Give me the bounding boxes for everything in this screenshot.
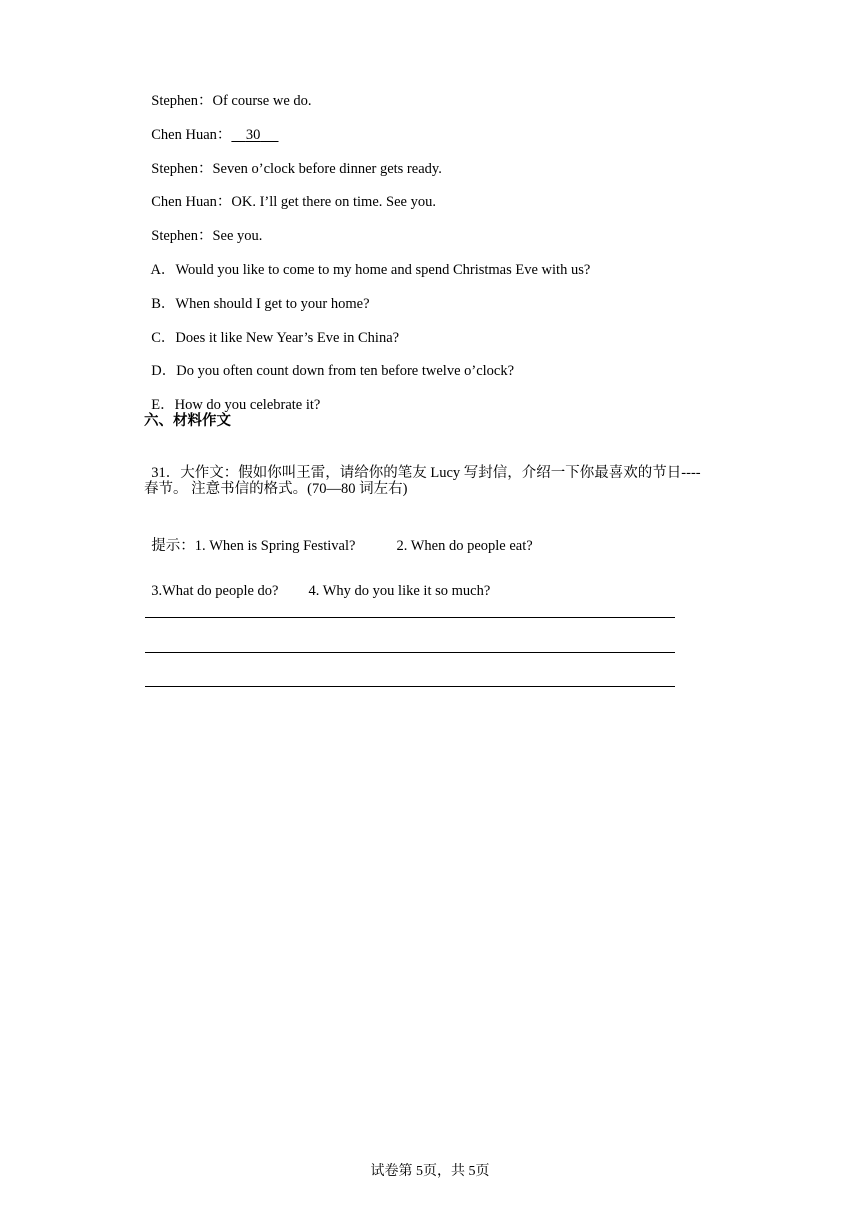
option-a	[144, 243, 590, 279]
colon: ：	[197, 228, 213, 244]
dialogue-line	[144, 142, 442, 178]
dialogue-text: Of course we do.	[212, 93, 312, 109]
option-text: When should I get to your home?	[175, 296, 370, 312]
speaker-name: Stephen	[151, 93, 198, 109]
option-letter: C．	[151, 330, 176, 346]
dialogue-line	[144, 74, 312, 110]
speaker-name: Chen Huan	[151, 194, 217, 210]
hints-row-2	[144, 564, 490, 600]
speaker-name: Chen Huan	[151, 127, 217, 143]
colon: ：	[197, 161, 213, 177]
answer-writing-line[interactable]	[145, 617, 675, 618]
section-title: 六、材料作文	[144, 413, 231, 429]
hint-1: 1. When is Spring Festival?	[194, 538, 356, 554]
option-letter: B．	[151, 296, 176, 312]
question-number: 31．	[151, 465, 181, 481]
colon: ：	[216, 194, 232, 210]
hints-row-1	[144, 519, 533, 555]
option-b	[144, 277, 370, 313]
option-text: How do you celebrate it?	[174, 397, 321, 413]
blank-number: 30	[245, 127, 261, 143]
option-text: Do you often count down from ten before twelve o’clock?	[176, 363, 515, 379]
dialogue-text: OK. I’ll get there on time. See you.	[231, 194, 436, 210]
answer-writing-line[interactable]	[145, 686, 675, 687]
option-letter: E．	[151, 397, 175, 413]
option-e	[144, 378, 320, 414]
dialogue-line	[144, 209, 262, 245]
page-footer: 试卷第 5页，共 5页	[370, 1164, 490, 1179]
colon: ：	[197, 93, 213, 109]
question-prompt-line-2: 春节。 注意书信的格式。(70—80 词左右)	[144, 481, 408, 497]
answer-writing-line[interactable]	[145, 652, 675, 653]
option-letter: D．	[151, 363, 177, 379]
dialogue-text: See you.	[212, 228, 263, 244]
option-d	[144, 344, 514, 380]
dialogue-text: Seven o’clock before dinner gets ready.	[212, 161, 442, 177]
option-text: Does it like New Year’s Eve in China?	[175, 330, 400, 346]
speaker-name: Stephen	[151, 228, 198, 244]
dialogue-line	[144, 108, 279, 144]
hints-label: 提示：	[151, 538, 195, 554]
option-c	[144, 311, 399, 347]
option-letter: A．	[150, 262, 176, 278]
option-text: Would you like to come to my home and spend Christmas Eve with us?	[175, 262, 591, 278]
question-prompt-line-1	[144, 446, 701, 482]
colon: ：	[216, 127, 232, 143]
hint-3: 3.What do people do?	[151, 583, 279, 599]
dialogue-line	[144, 175, 436, 211]
hint-4: 4. Why do you like it so much?	[308, 583, 491, 599]
hint-2: 2. When do people eat?	[396, 538, 533, 554]
question-text: 大作文：假如你叫王雷，请给你的笔友 Lucy 写封信，介绍一下你最喜欢的节日----	[180, 465, 701, 481]
speaker-name: Stephen	[151, 161, 198, 177]
